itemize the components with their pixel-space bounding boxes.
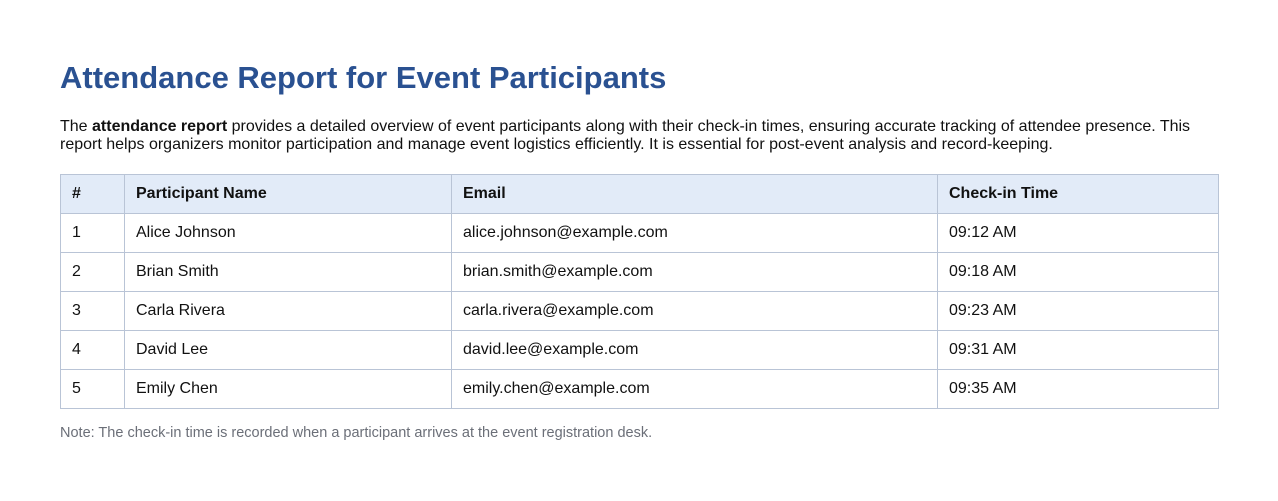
participant-email: brian.smith@example.com [452, 253, 938, 292]
participant-email: emily.chen@example.com [452, 370, 938, 409]
table-row [61, 370, 1219, 409]
check-in-time: 09:12 AM [938, 214, 1219, 253]
footnote: Note: The check-in time is recorded when a participant arrives at the event registration desk. [60, 425, 653, 441]
table-row [61, 253, 1219, 292]
table-header-row [61, 175, 1219, 214]
row-number: 3 [61, 292, 125, 331]
row-number: 2 [61, 253, 125, 292]
participant-name: Alice Johnson [125, 214, 452, 253]
table-row [61, 292, 1219, 331]
row-number: 5 [61, 370, 125, 409]
participant-email: alice.johnson@example.com [452, 214, 938, 253]
row-number: 1 [61, 214, 125, 253]
participant-name: Brian Smith [125, 253, 452, 292]
column-header-number: # [61, 175, 125, 214]
intro-paragraph [60, 118, 1210, 154]
table-row [61, 214, 1219, 253]
column-header-check-in-time: Check-in Time [938, 175, 1219, 214]
check-in-time: 09:18 AM [938, 253, 1219, 292]
participant-email: david.lee@example.com [452, 331, 938, 370]
participant-name: David Lee [125, 331, 452, 370]
row-number: 4 [61, 331, 125, 370]
check-in-time: 09:35 AM [938, 370, 1219, 409]
check-in-time: 09:23 AM [938, 292, 1219, 331]
intro-body: provides a detailed overview of event participants along with their check-in times, ensuring accurate tracking of attendee presence. This report helps organizers monitor participation and manage event logistics efficiently. It is essential for post-event analysis and record-keeping. [60, 118, 1191, 153]
column-header-participant-name: Participant Name [125, 175, 452, 214]
check-in-time: 09:31 AM [938, 331, 1219, 370]
attendance-table [60, 174, 1219, 409]
page-title: Attendance Report for Event Participants [60, 60, 667, 95]
intro-bold-term: attendance report [92, 118, 228, 135]
participant-email: carla.rivera@example.com [452, 292, 938, 331]
table-row [61, 331, 1219, 370]
column-header-email: Email [452, 175, 938, 214]
participant-name: Carla Rivera [125, 292, 452, 331]
participant-name: Emily Chen [125, 370, 452, 409]
intro-prefix: The [60, 118, 93, 135]
